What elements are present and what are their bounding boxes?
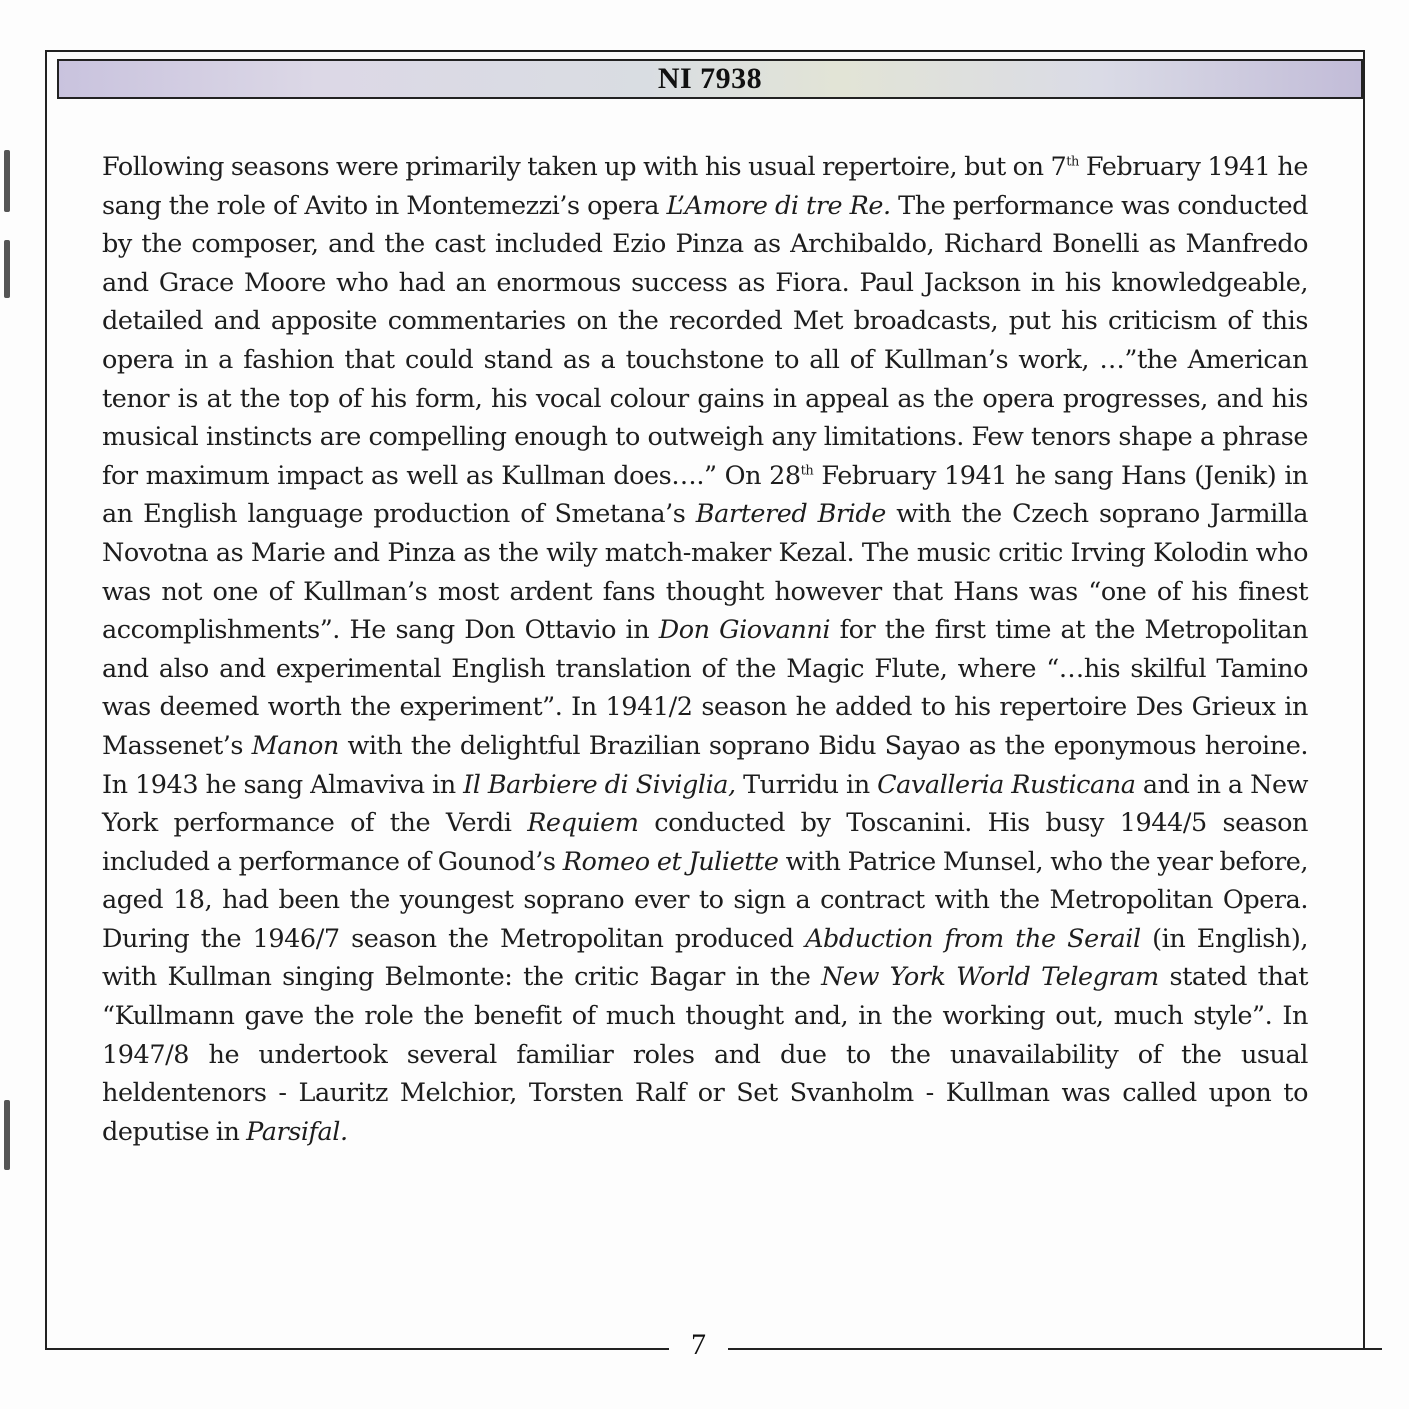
text-run: (in English), with Kullman singing Belmonte: the critic Bagar in the xyxy=(102,923,1308,993)
text-run: with the delightful Brazilian soprano Bidu Sayao as the eponymous heroine. In 1943 he sang Almaviva in xyxy=(102,730,1309,800)
text-run: Turridu in xyxy=(735,769,878,800)
italic-title: Bartered Bride xyxy=(695,499,886,530)
article-body xyxy=(102,148,1308,1151)
text-run: with Patrice Munsel, who the year before, aged 18, had been the youngest soprano ever to sign a contract with the Metropolitan Opera. During the 1946/7 season the Metropolitan produced xyxy=(102,846,1308,954)
italic-title: Don Giovanni xyxy=(658,615,831,646)
catalog-number: NI 7938 xyxy=(657,62,763,95)
italic-title: Manon xyxy=(251,730,339,761)
italic-title: Cavalleria Rusticana xyxy=(877,769,1136,800)
text-run: and in a New York performance of the Verdi xyxy=(102,769,1308,839)
page-footer xyxy=(45,1322,1381,1362)
text-run: Following seasons were primarily taken up with his usual repertoire, but on 7 xyxy=(102,152,1067,182)
catalog-header-band xyxy=(57,59,1363,99)
footer-rule-left xyxy=(45,1348,669,1350)
text-run: The performance was conducted by the composer, and the cast included Ezio Pinza as Archibaldo, Richard Bonelli as Manfredo and Grace Moore who had an enormous success as Fiora. Paul Jackson in his knowledgeable, detailed and apposite commentaries on the recorded Met broadcasts, put his criticism of this opera in a fashion that could stand as a touchstone to all of Kullman’s work, …”the American tenor is at the top of his form, his vocal colour gains in appeal as the opera progresses, and his musical instincts are compelling enough to outweigh any limitations. Few tenors shape a phrase for maximum impact as well as Kullman does….” On 28 xyxy=(102,190,1309,491)
text-run: with the Czech soprano Jarmilla Novotna as Marie and Pinza as the wily match-maker Kezal. The music critic Irving Kolodin who was not one of Kullman’s most ardent fans thought however that Hans was “one of his finest accomplishments”. He sang Don Ottavio in xyxy=(102,499,1308,646)
binding-edge-marks xyxy=(0,0,16,1409)
italic-title: Il Barbiere di Siviglia, xyxy=(463,769,736,800)
text-run: for the first time at the Metropolitan and also and experimental English translation of the Magic Flute, where “…his skilful Tamino was deemed worth the experiment”. In 1941/2 season he added to his repertoire Des Grieux in Massenet’s xyxy=(102,615,1308,761)
italic-title: New York World Telegram xyxy=(821,962,1159,993)
text-run: February 1941 he sang the role of Avito in Montemezzi’s opera xyxy=(102,152,1309,221)
page-number: 7 xyxy=(691,1328,706,1361)
italic-title: Parsifal. xyxy=(246,1116,348,1147)
text-run: conducted by Toscanini. His busy 1944/5 season included a performance of Gounod’s xyxy=(102,808,1309,877)
footer-rule-right xyxy=(728,1348,1382,1350)
italic-title: Romeo et Juliette xyxy=(562,846,779,877)
ordinal-suffix: th xyxy=(1066,154,1079,170)
italic-title: Abduction from the Serail xyxy=(805,923,1141,954)
italic-title: Requiem xyxy=(527,808,639,839)
text-run: February 1941 he sang Hans (Jenik) in an English language production of Smetana’s xyxy=(102,460,1309,530)
text-run: stated that “Kullmann gave the role the benefit of much thought and, in the working out, much style”. In 1947/8 he undertook several familiar roles and due to the unavailability of the usual heldentenors - Lauritz Melchior, Torsten Ralf or Set Svanholm - Kullman was called upon to deputise in xyxy=(102,962,1308,1147)
italic-title: L’Amore di tre Re. xyxy=(666,190,891,221)
ordinal-suffix: th xyxy=(800,463,814,479)
